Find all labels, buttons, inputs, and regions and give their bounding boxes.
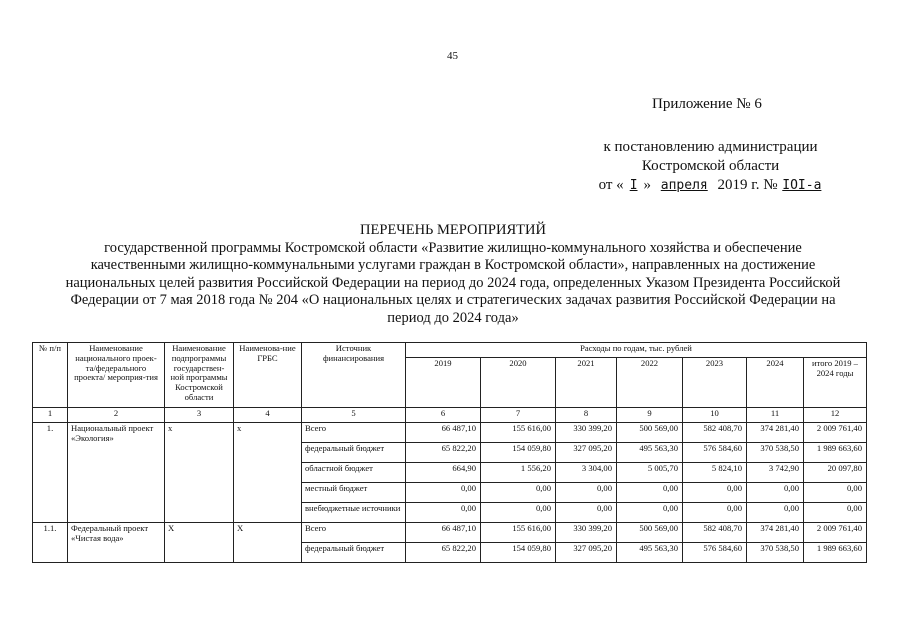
value-cell: 3 304,00	[556, 463, 617, 483]
value-cell: 495 563,30	[617, 543, 683, 563]
row-number: 1.	[33, 423, 68, 523]
subprogram-cell: х	[165, 423, 234, 523]
value-cell: 65 822,20	[406, 443, 481, 463]
col-number: 6	[406, 408, 481, 423]
resolution-year: 2019 г. №	[717, 177, 778, 193]
col-number: 5	[302, 408, 406, 423]
header-project: Наименование национального проек-та/федерального проекта/ мероприя-тия	[68, 343, 165, 408]
value-cell: 0,00	[804, 483, 867, 503]
value-cell: 155 616,00	[481, 523, 556, 543]
resolution-block	[598, 138, 823, 195]
value-cell: 370 538,50	[747, 443, 804, 463]
value-cell: 0,00	[556, 503, 617, 523]
header-year: 2019	[406, 358, 481, 408]
value-cell: 327 095,20	[556, 443, 617, 463]
value-cell: 1 989 663,60	[804, 443, 867, 463]
title-heading: ПЕРЕЧЕНЬ МЕРОПРИЯТИЙ	[360, 222, 546, 238]
header-source: Источник финансирования	[302, 343, 406, 408]
funding-source: внебюджетные источники	[302, 503, 406, 523]
value-cell: 3 742,90	[747, 463, 804, 483]
funding-source: Всего	[302, 523, 406, 543]
value-cell: 576 584,60	[683, 443, 747, 463]
value-cell: 0,00	[406, 483, 481, 503]
header-grbs: Наименова-ние ГРБС	[234, 343, 302, 408]
value-cell: 0,00	[406, 503, 481, 523]
value-cell: 0,00	[747, 483, 804, 503]
value-cell: 154 059,80	[481, 543, 556, 563]
column-numbers-row	[33, 408, 867, 423]
value-cell: 0,00	[617, 503, 683, 523]
value-cell: 0,00	[683, 503, 747, 523]
value-cell: 500 569,00	[617, 423, 683, 443]
header-year: 2020	[481, 358, 556, 408]
value-cell: 155 616,00	[481, 423, 556, 443]
project-name: Федеральный проект «Чистая вода»	[68, 523, 165, 563]
value-cell: 5 005,70	[617, 463, 683, 483]
header-year: 2024	[747, 358, 804, 408]
row-number: 1.1.	[33, 523, 68, 563]
table-row	[33, 523, 867, 543]
resolution-line-2: Костромской области	[641, 158, 780, 174]
col-number: 3	[165, 408, 234, 423]
value-cell: 374 281,40	[747, 523, 804, 543]
col-number: 1	[33, 408, 68, 423]
value-cell: 330 399,20	[556, 423, 617, 443]
resolution-day: I	[629, 178, 638, 193]
value-cell: 374 281,40	[747, 423, 804, 443]
subprogram-cell: Х	[165, 523, 234, 563]
funding-source: федеральный бюджет	[302, 543, 406, 563]
value-cell: 370 538,50	[747, 543, 804, 563]
value-cell: 66 487,10	[406, 523, 481, 543]
grbs-cell: х	[234, 423, 302, 523]
appendix-label: Приложение № 6	[652, 96, 762, 112]
header-num: № п/п	[33, 343, 68, 408]
funding-source: Всего	[302, 423, 406, 443]
date-prefix: от «	[598, 177, 624, 193]
resolution-date-line	[598, 176, 823, 195]
value-cell: 0,00	[804, 503, 867, 523]
header-subprogram: Наименование подпрограммы государствен-ной программы Костромской области	[165, 343, 234, 408]
value-cell: 5 824,10	[683, 463, 747, 483]
value-cell: 330 399,20	[556, 523, 617, 543]
col-number: 9	[617, 408, 683, 423]
table-body	[33, 343, 867, 563]
value-cell: 0,00	[481, 483, 556, 503]
value-cell: 664,90	[406, 463, 481, 483]
resolution-number: IOI-а	[782, 178, 822, 193]
value-cell: 500 569,00	[617, 523, 683, 543]
value-cell: 582 408,70	[683, 423, 747, 443]
value-cell: 2 009 761,40	[804, 423, 867, 443]
header-year: 2021	[556, 358, 617, 408]
resolution-month: апреля	[660, 178, 708, 193]
value-cell: 1 556,20	[481, 463, 556, 483]
title-body: государственной программы Костромской области «Развитие жилищно-коммунального хозяйства и обеспечение качественными жилищно-коммунальными услугами граждан в Костромской области», направленных на достижение национальных целей развития Российской Федерации на период до 2024 года, определенных Указом Президента Российской Федерации от 7 мая 2018 года № 204 «О национальных целях и стратегических задачах развития Российской Федерации на период до 2024 года»	[65, 239, 841, 326]
header-year: 2022	[617, 358, 683, 408]
date-mid: »	[643, 177, 652, 193]
value-cell: 0,00	[481, 503, 556, 523]
col-number: 7	[481, 408, 556, 423]
page-number: 45	[447, 50, 458, 62]
measures-table	[32, 342, 867, 563]
col-number: 4	[234, 408, 302, 423]
value-cell: 2 009 761,40	[804, 523, 867, 543]
resolution-line-1: к постановлению администрации	[603, 139, 818, 155]
funding-source: местный бюджет	[302, 483, 406, 503]
value-cell: 0,00	[747, 503, 804, 523]
value-cell: 576 584,60	[683, 543, 747, 563]
funding-source: федеральный бюджет	[302, 443, 406, 463]
col-number: 12	[804, 408, 867, 423]
document-title	[58, 222, 848, 327]
value-cell: 0,00	[617, 483, 683, 503]
col-number: 2	[68, 408, 165, 423]
header-total: итого 2019 – 2024 годы	[804, 358, 867, 408]
value-cell: 327 095,20	[556, 543, 617, 563]
funding-source: областной бюджет	[302, 463, 406, 483]
value-cell: 495 563,30	[617, 443, 683, 463]
project-name: Национальный проект «Экология»	[68, 423, 165, 523]
col-number: 10	[683, 408, 747, 423]
table-row	[33, 423, 867, 443]
grbs-cell: Х	[234, 523, 302, 563]
col-number: 11	[747, 408, 804, 423]
col-number: 8	[556, 408, 617, 423]
value-cell: 1 989 663,60	[804, 543, 867, 563]
value-cell: 65 822,20	[406, 543, 481, 563]
value-cell: 20 097,80	[804, 463, 867, 483]
value-cell: 154 059,80	[481, 443, 556, 463]
value-cell: 582 408,70	[683, 523, 747, 543]
value-cell: 0,00	[556, 483, 617, 503]
value-cell: 66 487,10	[406, 423, 481, 443]
table-header-row	[33, 343, 867, 358]
value-cell: 0,00	[683, 483, 747, 503]
header-year: 2023	[683, 358, 747, 408]
header-expenses: Расходы по годам, тыс. рублей	[406, 343, 867, 358]
